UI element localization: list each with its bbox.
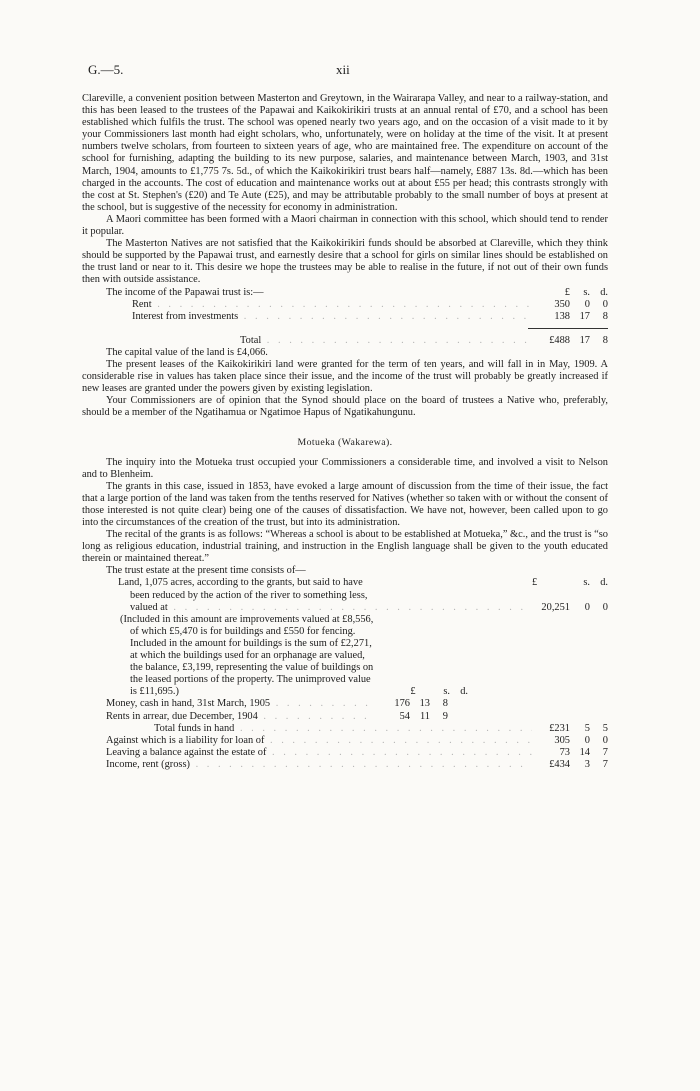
page-number: xii <box>336 62 350 77</box>
paragraph: The recital of the grants is as follows: “Whereas a school is about to be established at Motueka,” &c., and the trust is “so long as religious education, industrial training, and instruction in the English language shall be given to the youth educated therein or maintained thereat.” <box>82 529 608 565</box>
amount-shillings: 13 <box>419 698 430 710</box>
amount-pounds: £488 <box>549 334 570 346</box>
col-head-pounds: £ <box>410 686 416 698</box>
amount-pence: 8 <box>602 334 608 346</box>
col-head-pence: d. <box>600 286 608 298</box>
paragraph: The inquiry into the Motueka trust occupied your Commissioners a considerable time, and involved a visit to Nelson and to Blenheim. <box>82 456 608 480</box>
amount-pounds: 350 <box>554 298 570 310</box>
amount-shillings: 0 <box>584 734 590 746</box>
land-description: valued at . . . <box>82 602 532 614</box>
amount-shillings: 17 <box>579 310 590 322</box>
note-line: (Included in this amount are improvements valued at £8,556, <box>120 613 374 625</box>
amount-pence: 7 <box>602 758 608 770</box>
amount-pence: 0 <box>602 298 608 310</box>
amount-shillings: 11 <box>419 710 430 722</box>
row-label: Interest from investments . . . <box>82 311 532 323</box>
paragraph: The present leases of the Kaikokirikiri land were granted for the term of ten years, and will fall in in May, 1909. A considerable rise in values has taken place since their issue, and the income of the trust will probably be greatly increased if new leases are granted under the powers given by existing legislation. <box>82 358 608 395</box>
table-row <box>82 674 608 686</box>
table-row <box>82 638 608 650</box>
note-line: of which £5,470 is for buildings and £550 for fencing. <box>130 625 356 637</box>
amount-shillings: 17 <box>579 334 590 346</box>
amount-shillings: 14 <box>579 746 590 758</box>
amount-pounds: 176 <box>394 698 410 710</box>
paragraph: A Maori committee has been formed with a Maori chairman in connection with this school, which should tend to render it popular. <box>82 213 608 238</box>
table-row <box>82 711 608 723</box>
table-row <box>82 602 608 614</box>
table-row <box>82 759 608 771</box>
table-row <box>82 723 608 735</box>
table-row <box>82 686 608 698</box>
col-head-pounds: £ <box>532 577 538 589</box>
land-description: Land, 1,075 acres, according to the grants, but said to have <box>118 577 363 589</box>
note-line: the leased portions of the property. The unimproved value <box>130 674 371 686</box>
table-row <box>82 299 608 311</box>
amount-pence: 8 <box>442 698 448 710</box>
paragraph: Clareville, a convenient position between Masterton and Greytown, in the Wairarapa Valley, and near to a railway-station, and this has been leased to the trustees of the Papawai and Kaikokirikiri trusts at an annual rental of £70, and a school has been established which fulfils the trust. The school was opened nearly two years ago, and on the occasion of a visit made to it by your Commissioners last month had eight scholars, who, unfortunately, were on holiday at the time of the visit. It at present numbers twelve scholars, from fourteen to sixteen years of age, who are maintained free. The expenditure on account of the school for furnishing, adapting the building to its new purpose, salaries, and maintenance between March, 1903, and 31st March, 1904, amounts to £1,775 7s. 5d., of which the Kaikokirikiri trust bears half—namely, £887 13s. 8d.—which has been charged in the accounts. The cost of education and maintenance works out at about £55 per head; this contrasts strongly with the cost at St. Stephen's (£20) and Te Aute (£25), and may be attributable probably to the small number of boys at present at the school, but is suggestive of the necessity for economy in administration. <box>82 93 608 213</box>
amount-pounds: 138 <box>554 310 570 322</box>
table-row <box>82 698 608 710</box>
col-head-pounds: £ <box>564 286 570 298</box>
row-label: Rent . . . <box>82 299 532 311</box>
table-row <box>82 626 608 638</box>
amount-shillings: 0 <box>584 601 590 613</box>
amount-pence: 5 <box>602 722 608 734</box>
amount-pence: 9 <box>442 710 448 722</box>
total-rule <box>528 328 608 329</box>
amount-pence: 8 <box>602 310 608 322</box>
paragraph: The trust estate at the present time consists of— <box>106 565 306 577</box>
amount-pence: 0 <box>602 601 608 613</box>
trust-estate-table <box>82 577 608 771</box>
row-label: Income, rent (gross) . . . <box>82 759 532 771</box>
amount-pence: 7 <box>602 746 608 758</box>
amount-pounds: £434 <box>549 758 570 770</box>
amount-pounds: 20,251 <box>541 601 570 613</box>
paragraph: The capital value of the land is £4,066. <box>106 346 268 358</box>
document-reference: G.—5. <box>88 62 124 77</box>
col-head-shillings: s. <box>443 686 450 698</box>
row-label: Money, cash in hand, 31st March, 1905 . . . <box>82 698 376 710</box>
amount-pounds: 73 <box>559 746 570 758</box>
table-intro: The income of the Papawai trust is:— <box>106 286 264 298</box>
row-label: Total funds in hand . . . <box>82 723 532 735</box>
amount-pence: 0 <box>602 734 608 746</box>
table-row <box>82 747 608 759</box>
table-row <box>82 650 608 662</box>
note-line: the balance, £3,199, representing the value of buildings on <box>130 662 374 674</box>
note-line: at which the buildings used for an orphanage are valued, <box>130 650 365 662</box>
col-head-pence: d. <box>600 577 608 589</box>
note-line: is £11,695.) <box>130 686 179 698</box>
paragraph: The Masterton Natives are not satisfied that the Kaikokirikiri funds should be absorbed at Clareville, which they think should be supported by the Papawai trust, and earnestly desire that a school for girls on similar lines should be established on the trust land or near to it. This desire we hope the trustees may be able to realise in the future, if not out of their own funds then with outside assistance. <box>82 238 608 286</box>
row-label: Rents in arrear, due December, 1904 . . . <box>82 711 376 723</box>
paragraph: Your Commissioners are of opinion that the Synod should place on the board of trustees a Native who, preferably, should be a member of the Ngatihamua or Ngatimoe Hapus of Ngatikahungunu. <box>82 395 608 419</box>
amount-shillings: 5 <box>584 722 590 734</box>
paragraph: The grants in this case, issued in 1853, have evoked a large amount of discussion from the time of their issue, the fact that a large portion of the land was taken from the tenths reserved for Natives (whether so taken with or without the consent of those interested is not quite clear) being one of the causes of dissatisfaction. We have not, however, been called upon to go into the circumstances of the creation of the trust, but into its administration. <box>82 480 608 528</box>
note-line: Included in the amount for buildings is the sum of £2,271, <box>130 637 372 649</box>
row-label: Against which is a liability for loan of . . . <box>82 735 532 747</box>
table-row <box>82 311 608 323</box>
table-row <box>82 335 608 347</box>
table-row <box>82 614 608 626</box>
table-row <box>82 577 608 589</box>
col-head-shillings: s. <box>583 577 590 589</box>
table-row <box>82 590 608 602</box>
page-body <box>82 93 608 771</box>
amount-pounds: 305 <box>554 734 570 746</box>
amount-pounds: 54 <box>399 710 410 722</box>
col-head-pence: d. <box>460 686 468 698</box>
table-row <box>82 735 608 747</box>
amount-pounds: £231 <box>549 722 570 734</box>
row-label: Leaving a balance against the estate of . . . <box>82 747 532 759</box>
row-label: Total . . . <box>82 335 532 347</box>
papawai-income-table <box>82 287 608 347</box>
table-row <box>82 662 608 674</box>
amount-shillings: 0 <box>584 298 590 310</box>
section-heading: Motueka (Wakarewa). <box>297 437 393 449</box>
amount-shillings: 3 <box>584 758 590 770</box>
table-row <box>82 287 608 299</box>
col-head-shillings: s. <box>583 286 590 298</box>
land-description: been reduced by the action of the river to something less, <box>130 589 368 601</box>
